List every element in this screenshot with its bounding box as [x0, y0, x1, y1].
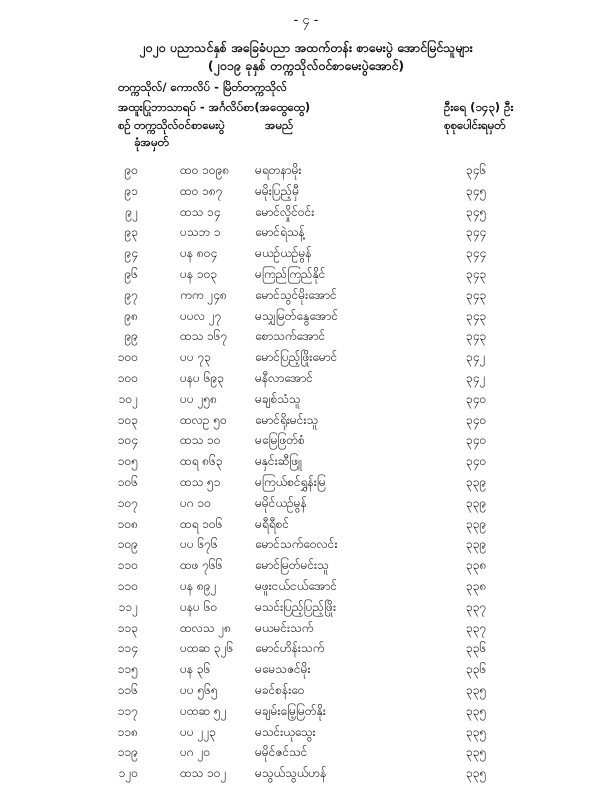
header-name: အမည် [265, 118, 294, 132]
row-name: မောင်ဟိန်းသက် [255, 641, 325, 656]
row-name: မောင်ရဲသန့် [255, 225, 305, 240]
row-roll-number: ပဂ ၁၀ [180, 495, 212, 510]
table-row [0, 578, 612, 599]
row-name: မောင်သက်ဝေလင်း [255, 537, 338, 552]
table-row [0, 183, 612, 204]
row-roll-number: ပန ၈၉၂ [180, 578, 217, 593]
row-score: ၃၄၂ [466, 370, 486, 385]
row-roll-number: ထသ ၁၀၂ [180, 766, 227, 781]
university-label: တက္ကသိုလ်/ ကောလိပ် - မြိတ်တက္ကသိုလ် [118, 80, 287, 94]
table-row [0, 661, 612, 682]
row-name: မသင်းယုသွေး [255, 724, 316, 739]
table-row [0, 724, 612, 745]
row-serial-no: ၉၇ [124, 287, 138, 302]
row-roll-number: ထသ ၁၀ [180, 433, 221, 448]
header-serial-no: စဉ် [118, 118, 131, 132]
row-name: မမိုင်ဇင်သင် [255, 745, 308, 760]
row-roll-number: ပထဆ ၅၂ [180, 703, 227, 718]
table-row [0, 516, 612, 537]
row-score: ၃၃၇ [466, 599, 487, 614]
row-roll-number: ပပလ ၂၇ [180, 308, 222, 323]
table-row [0, 245, 612, 266]
row-score: ၃၄၃ [466, 266, 487, 281]
row-roll-number: ပန ၁၀၃ [180, 266, 218, 281]
row-serial-no: ၁၀၆ [117, 474, 138, 489]
row-score: ၃၄၆ [466, 163, 487, 177]
header-total-score: စုစုပေါင်းရမှတ် [444, 118, 506, 132]
row-score: ၃၃၅ [466, 766, 487, 781]
table-row [0, 266, 612, 287]
row-score: ၃၃၅ [466, 703, 487, 718]
table-row [0, 412, 612, 433]
row-roll-number: ပပ ၇၃ [180, 350, 212, 365]
table-row [0, 557, 612, 578]
row-serial-no: ၁၁၄ [117, 641, 138, 656]
row-name: မနီလာအောင် [255, 370, 313, 385]
row-score: ၃၃၆ [466, 662, 487, 677]
document-subtitle: (၂၀၁၉ ခုနှစ် တက္ကသိုလ်ဝင်စာမေးပွဲအောင်) [207, 58, 405, 73]
row-score: ၃၄၀ [466, 433, 487, 448]
row-serial-no: ၁၀၃ [117, 412, 138, 427]
row-roll-number: ပထဆ ၃၂၆ [180, 641, 234, 656]
row-score: ၃၃၅ [466, 682, 487, 697]
row-roll-number: ထဖ ၇၆၆ [180, 558, 223, 573]
table-row [0, 204, 612, 225]
row-serial-no: ၁၀၈ [117, 516, 138, 531]
table-row [0, 703, 612, 724]
row-name: မသျှမြတ်နွေအောင် [255, 308, 338, 323]
row-score: ၃၄၃ [466, 308, 487, 323]
row-roll-number: ပပ ၆၇၆ [180, 537, 218, 552]
row-roll-number: ကက ၂၄၈ [180, 287, 227, 302]
row-serial-no: ၉၈ [124, 308, 138, 323]
row-roll-number: ပန ၈၀၄ [180, 246, 218, 261]
row-roll-number: ပသဘ ၁ [180, 225, 221, 240]
table-row [0, 328, 612, 349]
table-row [0, 224, 612, 245]
row-name: မောင်မြတ်မင်းသူ [255, 558, 329, 573]
row-serial-no: ၁၀၀ [117, 350, 138, 365]
table-row [0, 474, 612, 495]
page-number: - ၄ - [293, 13, 319, 28]
header-roll-number-line2: ခုံအမှတ် [134, 135, 169, 149]
row-score: ၃၃၈ [466, 558, 487, 573]
row-score: ၃၃၉ [466, 474, 487, 489]
row-serial-no: ၉၃ [124, 225, 138, 240]
table-row [0, 536, 612, 557]
row-score: ၃၄၄ [466, 225, 487, 240]
row-serial-no: ၁၀၄ [117, 433, 138, 448]
row-score: ၃၄၂ [466, 350, 486, 365]
row-score: ၃၄၅ [466, 183, 487, 198]
row-serial-no: ၁၁၈ [117, 724, 138, 739]
row-score: ၃၃၉ [466, 537, 487, 552]
row-name: မနှင်းဆီဖြူ [255, 454, 302, 469]
row-name: မောင်လှိုင်ဝင်း [255, 204, 315, 219]
row-name: မောင်ပြည့်ဖြိုးမောင် [255, 350, 338, 365]
table-row [0, 391, 612, 412]
row-name: မမိုးပြည့်မှီ [255, 183, 300, 198]
row-serial-no: ၁၀၅ [117, 454, 138, 469]
row-roll-number: ပပ ၂၂၃ [180, 724, 217, 739]
row-name: မရီရီစင် [255, 516, 290, 531]
row-serial-no: ၁၁၀ [117, 558, 138, 573]
row-serial-no: ၁၀၇ [117, 495, 138, 510]
table-row [0, 308, 612, 329]
table-row [0, 162, 612, 183]
table-row [0, 765, 612, 786]
row-serial-no: ၉၁ [124, 183, 138, 198]
row-roll-number: ပနပ ၆၀ [180, 599, 218, 614]
row-roll-number: ထရ ၈၆၃ [180, 454, 223, 469]
row-score: ၃၄၄ [466, 246, 487, 261]
row-serial-no: ၁၁၉ [117, 745, 138, 760]
row-roll-number: ပနပ ၆၉၃ [180, 370, 224, 385]
row-serial-no: ၁၂၀ [118, 766, 138, 781]
table-row [0, 349, 612, 370]
row-serial-no: ၉၉ [124, 329, 138, 344]
table-row [0, 682, 612, 703]
table-row [0, 453, 612, 474]
table-row [0, 620, 612, 641]
row-score: ၃၃၅ [466, 745, 487, 760]
row-score: ၃၄၀ [466, 454, 487, 469]
row-serial-no: ၉၂ [125, 204, 138, 219]
row-serial-no: ၁၁၇ [117, 703, 138, 718]
table-row [0, 287, 612, 308]
row-name: မမေသဇင်မိုး [255, 662, 311, 677]
row-roll-number: ပပ ၅၆၅ [180, 682, 218, 697]
row-score: ၃၃၉ [466, 495, 487, 510]
results-table [0, 162, 612, 786]
row-roll-number: ထလဥ ၅၀ [180, 412, 227, 427]
row-name: မခင်စန်းဝေ [255, 682, 305, 697]
row-serial-no: ၁၁၂ [118, 599, 138, 614]
total-count-label: ဦးရေ (၁၄၃) ဦး [444, 100, 514, 114]
row-serial-no: ၉၆ [124, 266, 138, 281]
row-name: မသင်းပြည့်ပြည့်ဖြိုး [255, 599, 336, 614]
table-row [0, 370, 612, 391]
row-roll-number: ပန ၃၆ [180, 662, 211, 677]
document-title: ၂၀၂၀ ပညာသင်နှစ် အခြေခံပညာ အထက်တန်း စာမေးပွဲ အောင်မြင်သူများ [139, 40, 473, 55]
row-roll-number: ထဝ ၁၀၉၈ [180, 163, 230, 177]
row-name: မမိုင်ယဉ်မွန် [255, 495, 307, 510]
row-serial-no: ၁၁၅ [117, 662, 138, 677]
row-name: မမြေဖြတ်စံ [255, 433, 305, 448]
row-name: မချစ်သံသူ [255, 391, 301, 406]
row-name: မကြယ်စင်ရွှန်းမြ [255, 474, 326, 489]
row-name: မယဉ်ယဉ်မွန် [255, 246, 312, 261]
row-score: ၃၄၀ [466, 391, 487, 406]
row-serial-no: ၁၁၀ [117, 578, 138, 593]
table-row [0, 640, 612, 661]
row-roll-number: ထဝ ၁၈၇ [180, 183, 223, 198]
row-name: မရတနာမိုး [255, 163, 302, 177]
row-roll-number: ထလသ ၂၈ [180, 620, 232, 635]
row-score: ၃၄၃ [466, 287, 487, 302]
row-roll-number: ပဂ ၂၀ [180, 745, 211, 760]
row-serial-no: ၉၄ [124, 246, 138, 261]
row-roll-number: ထသ ၁၄ [180, 204, 221, 219]
row-score: ၃၄၀ [466, 412, 487, 427]
row-roll-number: ထသ ၅၁ [180, 474, 221, 489]
subject-label: အထူးပြုဘာသာရပ် - အင်္ဂလိပ်စာ(အထွေထွေ) [118, 100, 311, 114]
row-score: ၃၃၆ [466, 641, 487, 656]
table-row [0, 432, 612, 453]
row-name: မသွယ်သွယ်ဟန် [255, 766, 327, 781]
row-roll-number: ပပ ၂၅၈ [180, 391, 218, 406]
table-row [0, 599, 612, 620]
row-score: ၃၃၉ [466, 516, 487, 531]
row-roll-number: ထရ ၁၀၆ [180, 516, 223, 531]
row-name: မဖူးငယ်ငယ်အောင် [255, 578, 338, 593]
row-score: ၃၃၇ [466, 620, 487, 635]
row-serial-no: ၁၁၆ [117, 682, 138, 697]
row-score: ၃၄၅ [466, 204, 487, 219]
row-score: ၃၃၅ [466, 724, 487, 739]
row-serial-no: ၁၁၃ [117, 620, 138, 635]
row-name: မကြည်ကြည်နိုင် [255, 266, 326, 281]
row-score: ၃၃၈ [466, 578, 487, 593]
table-row [0, 495, 612, 516]
row-serial-no: ၁၀၂ [118, 391, 138, 406]
row-name: မောင်ရိုးမင်းသူ [255, 412, 319, 427]
header-roll-number: တက္ကသိုလ်ဝင်စာမေးပွဲ [134, 118, 225, 132]
row-name: စောသက်အောင် [255, 329, 326, 344]
row-name: မချမ်းမြေ့မြတ်နိုး [255, 703, 326, 718]
row-serial-no: ၉၀ [124, 163, 138, 177]
row-score: ၃၄၃ [466, 329, 487, 344]
row-name: မောင်သွင်မိုးအောင် [255, 287, 337, 302]
row-name: မယမင်းသက် [255, 620, 314, 635]
table-row [0, 744, 612, 765]
row-roll-number: ထသ ၁၆၇ [180, 329, 228, 344]
row-serial-no: ၁၀၉ [117, 537, 138, 552]
row-serial-no: ၁၀၀ [117, 370, 138, 385]
